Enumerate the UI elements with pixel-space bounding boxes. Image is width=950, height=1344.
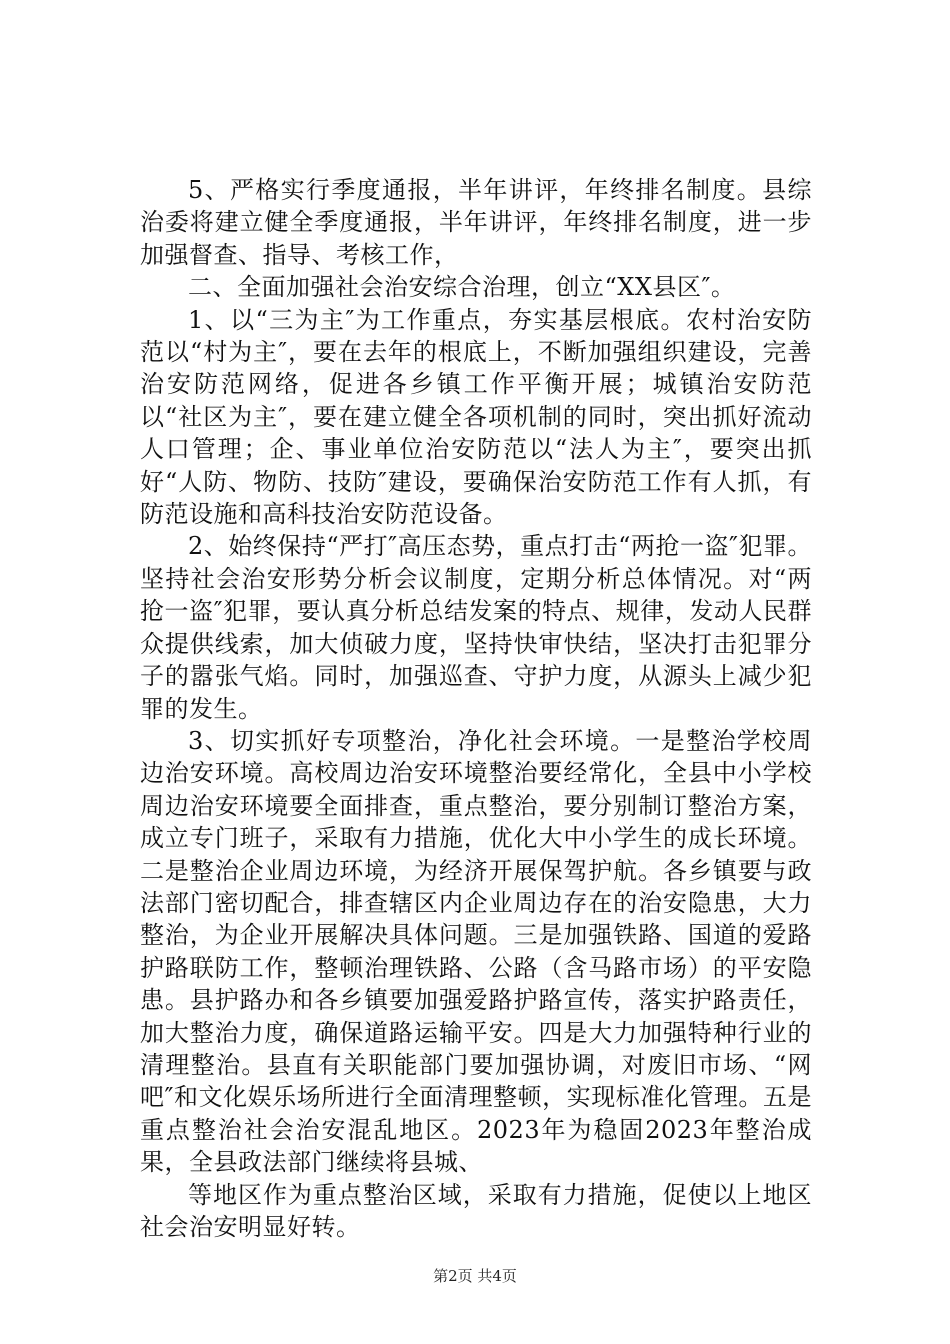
paragraph-item-1-three-mains: 1、以“三为主″为工作重点，夯实基层根底。农村治安防范以“村为主″，要在去年的根底上，不断加强组织建设，完善治安防范网络，促进各乡镇工作平衡开展；城镇治安防范以“社区为主″，要在建立健全各项机制的同时，突出抓好流动人口管理；企、事业单位治安防范以“法人为主″，要突出抓好“人防、物防、技防″建设，要确保治安防范工作有人抓，有防范设施和高科技治安防范设备。 (140, 305, 812, 529)
section-heading-comprehensive-governance: 二、全面加强社会治安综合治理，创立“XX县区″。 (188, 273, 736, 302)
document-body (140, 174, 812, 1243)
paragraph-item-5-reporting: 5、严格实行季度通报，半年讲评，年终排名制度。县综治委将建立健全季度通报，半年讲评，年终排名制度，进一步加强督查、指导、考核工作， (140, 176, 812, 269)
paragraph-item-2-strike-hard: 2、始终保持“严打″高压态势，重点打击“两抢一盗″犯罪。坚持社会治安形势分析会议制度，定期分析总体情况。对“两抢一盗″犯罪，要认真分析总结发案的特点、规律，发动人民群众提供线索，加大侦破力度，坚持快审快结，坚决打击犯罪分子的嚣张气焰。同时，加强巡查、守护力度，从源头上减少犯罪的发生。 (140, 532, 812, 723)
page-footer: 第2页 共4页 (433, 1267, 517, 1285)
paragraph-continuation: 等地区作为重点整治区域，采取有力措施，促使以上地区社会治安明显好转。 (140, 1180, 812, 1241)
paragraph-item-3-special-rectification: 3、切实抓好专项整治，净化社会环境。一是整治学校周边治安环境。高校周边治安环境整治要经常化，全县中小学校周边治安环境要全面排查，重点整治，要分别制订整治方案，成立专门班子，采取有力措施，优化大中小学生的成长环境。二是整治企业周边环境，为经济开展保驾护航。各乡镇要与政法部门密切配合，排查辖区内企业周边存在的治安隐患，大力整治，为企业开展解决具体问题。三是加强铁路、国道的爱路护路联防工作，整顿治理铁路、公路（含马路市场）的平安隐患。县护路办和各乡镇要加强爱路护路宣传，落实护路责任，加大整治力度，确保道路运输平安。四是大力加强特种行业的清理整治。县直有关职能部门要加强协调，对废旧市场、“网吧″和文化娱乐场所进行全面清理整顿，实现标准化管理。五是重点整治社会治安混乱地区。2023年为稳固2023年整治成果，全县政法部门继续将县城、 (140, 726, 812, 1177)
